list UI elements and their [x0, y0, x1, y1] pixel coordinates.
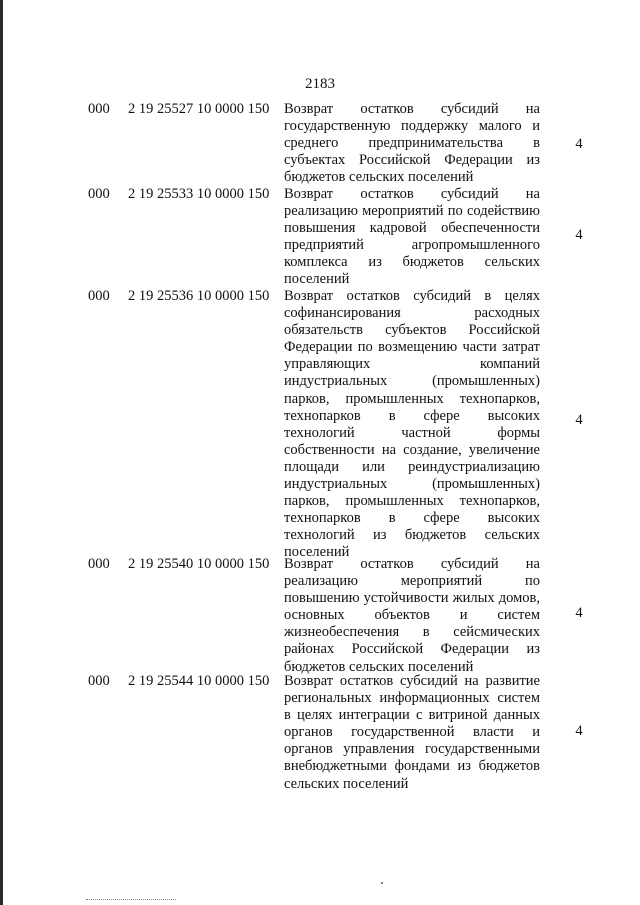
- admin-code: 000: [88, 556, 110, 572]
- budget-classification-code: 2 19 25527 10 0000 150: [128, 101, 270, 117]
- row-value: 4: [575, 605, 583, 621]
- description-line: Федерации по возмещению части затрат: [284, 339, 540, 356]
- description-line: парков, промышленных технопарков,: [284, 493, 540, 510]
- description-line: районах Российской Федерации из: [284, 641, 540, 658]
- description-line: основных объектов и систем: [284, 607, 540, 624]
- description-line: Возврат остатков субсидий в целях: [284, 288, 540, 304]
- description-line: Возврат остатков субсидий на: [284, 186, 540, 202]
- description-line: поселений: [284, 544, 350, 561]
- description-line: Возврат остатков субсидий на развитие: [284, 673, 540, 689]
- page-edge-shadow: [0, 0, 3, 905]
- description-line: комплекса из бюджетов сельских: [284, 254, 540, 271]
- budget-classification-code: 2 19 25544 10 0000 150: [128, 673, 270, 689]
- row-description: [284, 673, 540, 793]
- description-line: жизнеобеспечения в сейсмических: [284, 624, 540, 641]
- description-line: повышению устойчивости жилых домов,: [284, 590, 540, 607]
- budget-classification-code: 2 19 25536 10 0000 150: [128, 288, 270, 304]
- description-line: софинансирования расходных: [284, 305, 540, 322]
- description-line: органов управления государственными: [284, 741, 540, 758]
- row-value: 4: [575, 723, 583, 739]
- admin-code: 000: [88, 186, 110, 202]
- scan-noise: [86, 899, 176, 902]
- description-line: собственности на создание, увеличение: [284, 441, 540, 458]
- description-line: индустриальных (промышленных): [284, 476, 540, 493]
- description-line: реализацию мероприятий по содействию: [284, 203, 540, 220]
- description-line: управляющих компаний: [284, 356, 540, 373]
- description-line: площади или реиндустриализацию: [284, 458, 540, 475]
- description-line: повышения кадровой обеспеченности: [284, 220, 540, 237]
- description-line: внебюджетными фондами из бюджетов: [284, 758, 540, 775]
- admin-code: 000: [88, 101, 110, 117]
- budget-classification-code: 2 19 25540 10 0000 150: [128, 556, 270, 572]
- description-line: реализацию мероприятий по: [284, 573, 540, 590]
- description-line: технологий частной формы: [284, 424, 540, 441]
- scan-speck: [381, 882, 383, 884]
- row-description: [284, 101, 540, 186]
- row-description: [284, 186, 540, 289]
- description-line: парков, промышленных технопарков,: [284, 390, 540, 407]
- description-line: региональных информационных систем: [284, 690, 540, 707]
- description-line: в целях интеграции с витриной данных: [284, 707, 540, 724]
- row-value: 4: [575, 412, 583, 428]
- description-line: сельских поселений: [284, 775, 409, 792]
- description-line: поселений: [284, 271, 350, 288]
- description-line: бюджетов сельских поселений: [284, 169, 474, 186]
- description-line: индустриальных (промышленных): [284, 373, 540, 390]
- description-line: технопарков в сфере высоких: [284, 510, 540, 527]
- description-line: технопарков в сфере высоких: [284, 407, 540, 424]
- admin-code: 000: [88, 673, 110, 689]
- description-line: Возврат остатков субсидий на: [284, 101, 540, 117]
- admin-code: 000: [88, 288, 110, 304]
- description-line: бюджетов сельских поселений: [284, 658, 474, 675]
- row-description: [284, 556, 540, 676]
- description-line: обязательств субъектов Российской: [284, 322, 540, 339]
- description-line: органов государственной власти и: [284, 724, 540, 741]
- page-number: 2183: [305, 76, 335, 92]
- row-value: 4: [575, 227, 583, 243]
- budget-classification-code: 2 19 25533 10 0000 150: [128, 186, 270, 202]
- description-line: Возврат остатков субсидий на: [284, 556, 540, 572]
- description-line: государственную поддержку малого и: [284, 118, 540, 135]
- row-value: 4: [575, 136, 583, 152]
- description-line: предприятий агропромышленного: [284, 237, 540, 254]
- description-line: субъектах Российской Федерации из: [284, 152, 540, 169]
- description-line: технологий из бюджетов сельских: [284, 527, 540, 544]
- row-description: [284, 288, 540, 562]
- description-line: среднего предпринимательства в: [284, 135, 540, 152]
